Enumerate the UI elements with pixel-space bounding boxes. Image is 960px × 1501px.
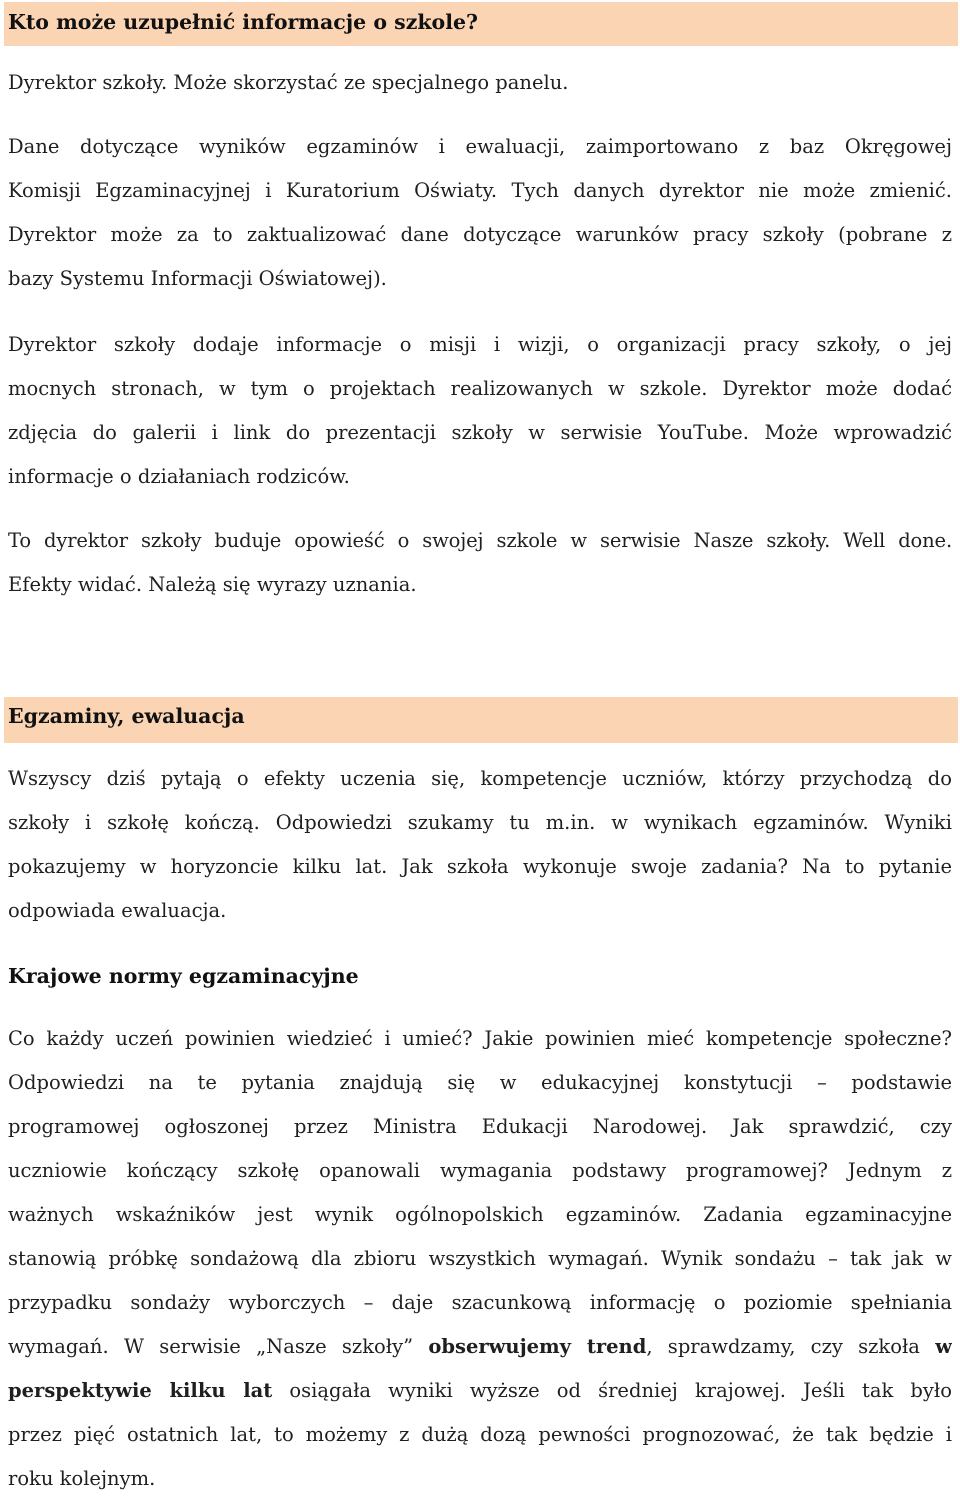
text-run: wymagań. W serwisie „Nasze szkoły”: [8, 1335, 429, 1358]
paragraph-line: ważnych wskaźników jest wynik ogólnopolskich egzaminów. Zadania egzaminacyjne: [8, 1203, 952, 1226]
paragraph-line: Wszyscy dziś pytają o efekty uczenia się, kompetencje uczniów, którzy przychodzą do: [8, 767, 952, 790]
paragraph-line: Efekty widać. Należą się wyrazy uznania.: [8, 573, 417, 596]
paragraph-line: Dyrektor może za to zaktualizować dane dotyczące warunków pracy szkoły (pobrane z: [8, 223, 952, 246]
paragraph-line: pokazujemy w horyzoncie kilku lat. Jak szkoła wykonuje swoje zadania? Na to pytanie: [8, 855, 952, 878]
bold-text: w: [935, 1335, 952, 1358]
paragraph-exams: [8, 757, 952, 933]
paragraph-exam-data: [8, 125, 952, 301]
paragraph-mission: [8, 323, 952, 499]
paragraph-line: Odpowiedzi na te pytania znajdują się w edukacyjnej konstytucji – podstawie: [8, 1071, 952, 1094]
paragraph-story: [8, 519, 952, 607]
paragraph-line: roku kolejnym.: [8, 1467, 156, 1490]
section-heading-norms: Krajowe normy egzaminacyjne: [8, 964, 359, 988]
paragraph-line: informacje o działaniach rodziców.: [8, 465, 350, 488]
bold-text: perspektywie kilku lat: [8, 1379, 273, 1402]
paragraph-line: [8, 1369, 952, 1413]
paragraph-line: Co każdy uczeń powinien wiedzieć i umieć? Jakie powinien mieć kompetencje społeczne?: [8, 1027, 952, 1050]
bold-text: obserwujemy trend: [428, 1335, 647, 1358]
paragraph-line: przypadku sondaży wyborczych – daje szacunkową informację o poziomie spełniania: [8, 1291, 952, 1314]
paragraph-line: Dyrektor szkoły. Może skorzystać ze specjalnego panelu.: [8, 71, 569, 94]
text-run: osiągała wyniki wyższe od średniej krajowej. Jeśli tak było: [272, 1379, 952, 1402]
section-heading-who-can-fill: Kto może uzupełnić informacje o szkole?: [4, 2, 958, 46]
paragraph-line: Dane dotyczące wyników egzaminów i ewaluacji, zaimportowano z baz Okręgowej: [8, 135, 952, 158]
paragraph-norms: [8, 1017, 952, 1501]
paragraph-line: zdjęcia do galerii i link do prezentacji szkoły w serwisie YouTube. Może wprowadzić: [8, 421, 952, 444]
paragraph-line: [8, 1325, 952, 1369]
paragraph-line: To dyrektor szkoły buduje opowieść o swojej szkole w serwisie Nasze szkoły. Well done.: [8, 529, 952, 552]
paragraph-line: mocnych stronach, w tym o projektach realizowanych w szkole. Dyrektor może dodać: [8, 377, 952, 400]
paragraph-line: stanowią próbkę sondażową dla zbioru wszystkich wymagań. Wynik sondażu – tak jak w: [8, 1247, 952, 1270]
paragraph-line: przez pięć ostatnich lat, to możemy z dużą dozą pewności prognozować, że tak będzie i: [8, 1423, 952, 1446]
paragraph-line: bazy Systemu Informacji Oświatowej).: [8, 267, 387, 290]
paragraph-line: uczniowie kończący szkołę opanowali wymagania podstawy programowej? Jednym z: [8, 1159, 952, 1182]
paragraph-line: programowej ogłoszonej przez Ministra Edukacji Narodowej. Jak sprawdzić, czy: [8, 1115, 952, 1138]
paragraph-director: [8, 61, 952, 105]
paragraph-line: odpowiada ewaluacja.: [8, 899, 227, 922]
paragraph-line: Komisji Egzaminacyjnej i Kuratorium Oświaty. Tych danych dyrektor nie może zmienić.: [8, 179, 952, 202]
text-run: , sprawdzamy, czy szkoła: [646, 1335, 936, 1358]
paragraph-line: szkoły i szkołę kończą. Odpowiedzi szukamy tu m.in. w wynikach egzaminów. Wyniki: [8, 811, 952, 834]
paragraph-line: Dyrektor szkoły dodaje informacje o misji i wizji, o organizacji pracy szkoły, o jej: [8, 333, 952, 356]
section-heading-exams: Egzaminy, ewaluacja: [4, 697, 958, 743]
